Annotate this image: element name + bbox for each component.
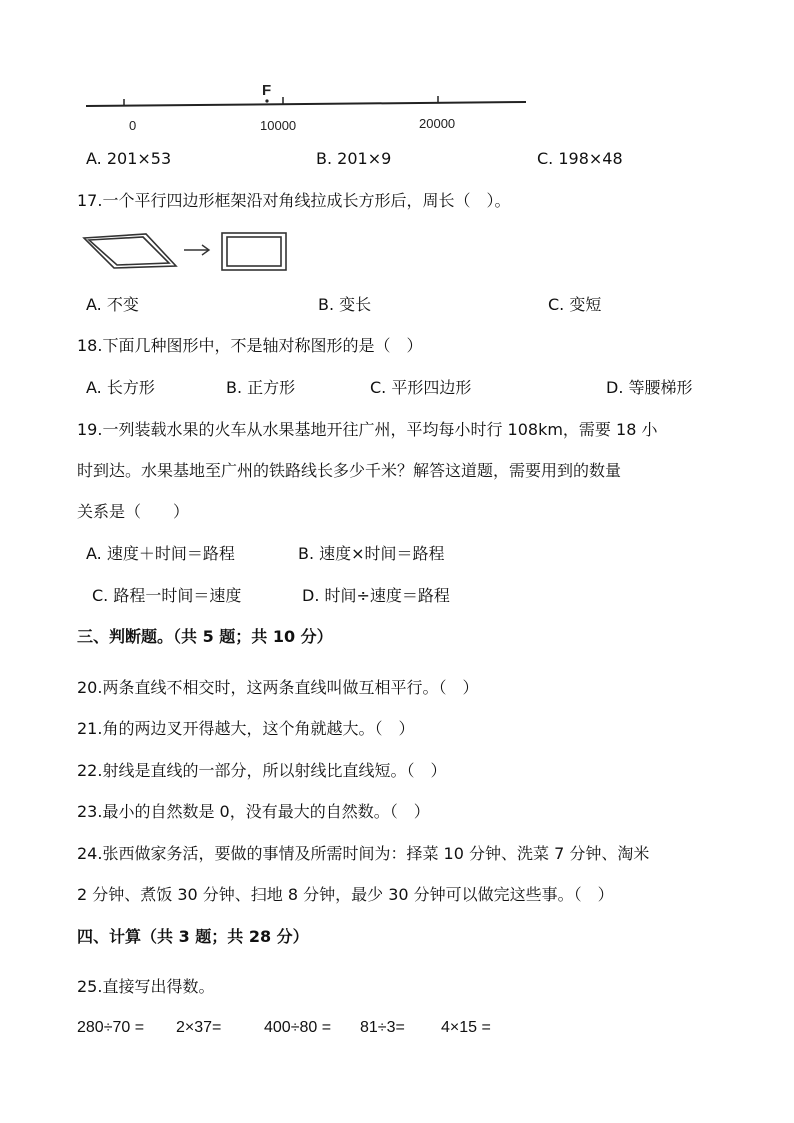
- calc-1: 280÷70 =: [77, 1019, 145, 1036]
- q18-option-c: C. 平形四边形: [370, 378, 472, 397]
- q16-option-a: A. 201×53: [86, 149, 172, 168]
- point-f-label: F: [262, 82, 272, 99]
- q18-option-a: A. 长方形: [86, 378, 155, 397]
- point-f-dot: [265, 99, 268, 102]
- q19-line-2: 时到达。水果基地至广州的铁路线长多少千米？解答这道题，需要用到的数量: [77, 461, 622, 480]
- q17-figure: [80, 228, 300, 274]
- q19-option-a: A. 速度＋时间＝路程: [86, 544, 235, 563]
- tick-label-20000: 20000: [419, 116, 456, 131]
- q25-question: 25.直接写出得数。: [77, 977, 215, 996]
- q19-option-c: C. 路程一时间＝速度: [92, 586, 242, 605]
- q24-line-2: 2 分钟、煮饭 30 分钟、扫地 8 分钟，最少 30 分钟可以做完这些事。（ ）: [77, 885, 614, 904]
- q19-line-1: 19.一列装载水果的火车从水果基地开往广州，平均每小时行 108km，需要 18 小: [77, 420, 658, 439]
- q17-option-a: A. 不变: [86, 295, 139, 314]
- q19-option-d: D. 时间÷速度＝路程: [302, 586, 450, 605]
- number-line-axis: [86, 102, 526, 106]
- section3-heading: 三、判断题。（共 5 题；共 10 分）: [77, 627, 333, 646]
- q17-question: 17.一个平行四边形框架沿对角线拉成长方形后，周长（ ）。: [77, 191, 511, 210]
- arrow-icon: [184, 245, 209, 255]
- q22-item: 22.射线是直线的一部分，所以射线比直线短。（ ）: [77, 761, 447, 780]
- q18-question: 18.下面几种图形中，不是轴对称图形的是（ ）: [77, 336, 423, 355]
- q19-option-b: B. 速度×时间＝路程: [298, 544, 445, 563]
- q23-item: 23.最小的自然数是 0，没有最大的自然数。（ ）: [77, 802, 430, 821]
- section4-heading: 四、计算（共 3 题；共 28 分）: [77, 927, 309, 946]
- q16-option-c: C. 198×48: [537, 149, 623, 168]
- q17-option-b: B. 变长: [318, 295, 372, 314]
- q16-option-b: B. 201×9: [316, 149, 392, 168]
- q18-option-d: D. 等腰梯形: [606, 378, 693, 397]
- q21-item: 21.角的两边叉开得越大，这个角就越大。（ ）: [77, 719, 415, 738]
- q24-line-1: 24.张西做家务活，要做的事情及所需时间为：择菜 10 分钟、洗菜 7 分钟、淘米: [77, 844, 650, 863]
- rectangle-frame: [222, 233, 286, 270]
- calc-5: 4×15 =: [441, 1019, 491, 1036]
- parallelogram-frame: [84, 234, 176, 268]
- q18-option-b: B. 正方形: [226, 378, 296, 397]
- q17-option-c: C. 变短: [548, 295, 602, 314]
- calc-2: 2×37=: [176, 1019, 222, 1036]
- calc-3: 400÷80 =: [264, 1019, 332, 1036]
- calc-4: 81÷3=: [360, 1019, 405, 1036]
- q20-item: 20.两条直线不相交时，这两条直线叫做互相平行。（ ）: [77, 678, 479, 697]
- tick-label-10000: 10000: [260, 118, 297, 133]
- tick-label-0: 0: [129, 118, 137, 133]
- q19-line-3: 关系是（ ）: [77, 502, 190, 521]
- number-line-figure: [80, 78, 540, 138]
